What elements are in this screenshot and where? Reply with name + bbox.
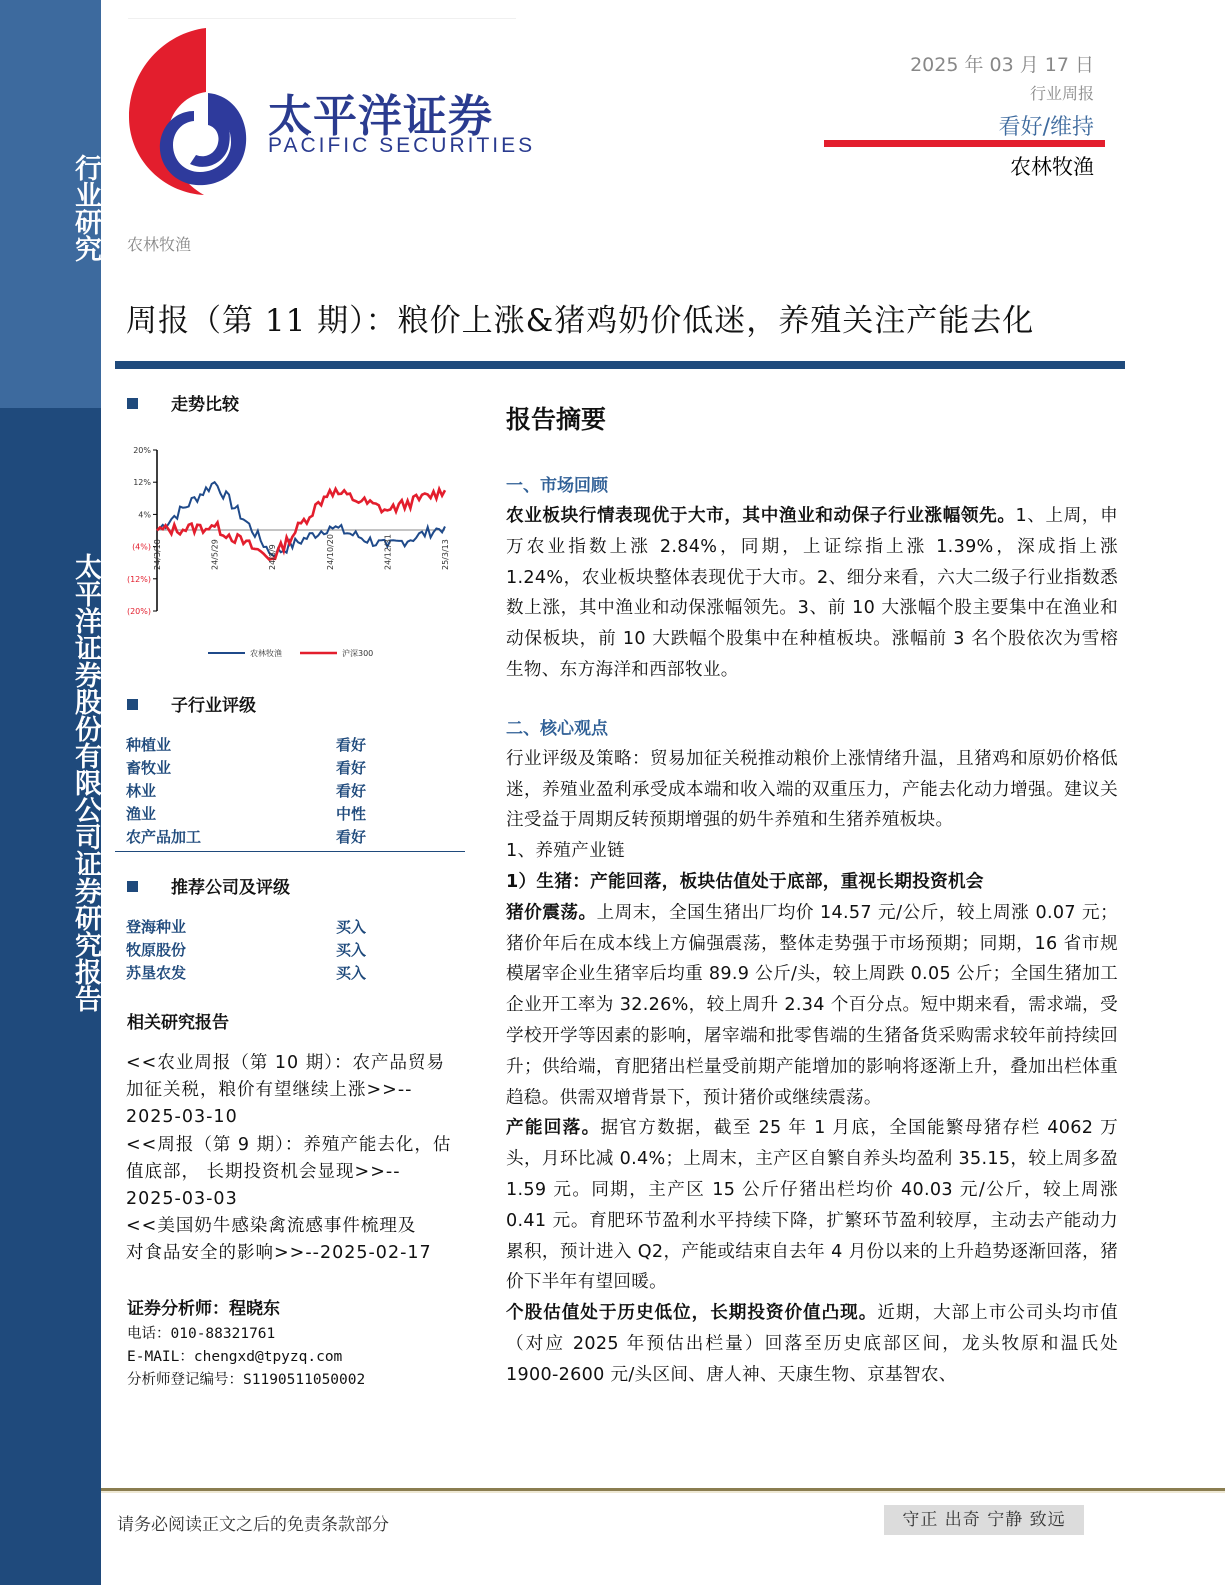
summary-heading: 报告摘要 xyxy=(506,405,607,434)
svg-text:(4%): (4%) xyxy=(132,542,151,552)
related-report-line[interactable]: <<美国奶牛感染禽流感事件梳理及 xyxy=(126,1216,417,1237)
rating-row: 林业 看好 xyxy=(126,782,367,800)
company-motto: 守正 出奇 宁静 致远 xyxy=(884,1505,1084,1535)
footer-divider-shadow xyxy=(101,1491,1225,1493)
header-red-bar xyxy=(824,140,1105,147)
valuation-paragraph: 个股估值处于历史低位，长期投资价值凸现。近期，大部上市公司头均市值（对应 2025 年预估出栏量）回落至历史底部区间，龙头牧原和温氏处 1900-2600 元/头区间、唐人神、天康生物、京基智农、 xyxy=(506,1303,1118,1385)
series-line-hs300 xyxy=(157,489,445,560)
bullet-square-icon xyxy=(127,398,138,409)
svg-text:4%: 4% xyxy=(138,510,151,520)
svg-text:25/3/13: 25/3/13 xyxy=(441,539,450,570)
related-report-line[interactable]: 2025-03-10 xyxy=(126,1107,238,1128)
related-reports-list xyxy=(126,1050,461,1268)
industry-name: 农林牧渔 xyxy=(1010,155,1094,179)
sub-industry-rating-list xyxy=(126,734,466,849)
capacity-paragraph: 产能回落。据官方数据，截至 25 年 1 月底，全国能繁母猪存栏 4062 万头，月环比减 0.4%；上周末，主产区自繁自养头均盈利 35.15，较上周多盈 1.59 元。同期，主产区 15 公斤仔猪出栏均价 40.03 元/公斤，较上周涨 0.41 元。育肥环节盈利水平持续下降，扩繁环节盈利较厚，主动去产能动力累积，预计进入 Q2，产能或结束自去年 4 月份以来的上升趋势逐渐回落，猪价下半年有望回暖。 xyxy=(506,1118,1118,1293)
pig-price-paragraph: 猪价震荡。上周末，全国生猪出厂均价 14.57 元/公斤，较上周涨 0.07 元；猪价年后在成本线上方偏强震荡，整体走势强于市场预期；同期，16 省市规模屠宰企业生猪宰后均重 89.9 公斤/头，较上周跌 0.05 公斤；全国生猪加工企业开工率为 32.26%，较上周升 2.34 个百分点。短中期来看，需求端，受学校开学等因素的影响，屠宰端和批零售端的生猪备货采购需求较年前持续回升；供给端，育肥猪出栏量受前期产能增加的影响将逐渐上升，叠加出栏体重趋稳。供需双增背景下，预计猪价或继续震荡。 xyxy=(506,902,1118,1108)
rating-row: 农产品加工 看好 xyxy=(126,828,367,846)
bullet-square-icon xyxy=(127,881,138,892)
related-report-line[interactable]: <<周报（第 9 期）：养殖产能去化，估 xyxy=(126,1134,452,1155)
svg-text:24/3/18: 24/3/18 xyxy=(153,539,162,570)
section-heading-core-views: 二、核心观点 xyxy=(506,718,608,739)
report-type: 行业周报 xyxy=(1029,84,1094,103)
brand-name-cn: 太平洋证券 xyxy=(268,91,493,142)
market-review-paragraph: 农业板块行情表现优于大市，其中渔业和动保子行业涨幅领先。1、上周，申万农业指数上涨 2.84%，同期，上证综指上涨 1.39%，深成指上涨 1.24%，农业板块整体表现优于大市。2、细分来看，六大二级子行业指数悉数上涨，其中渔业和动保涨幅领先。3、前 10 大涨幅个股主要集中在渔业和动保板块，前 10 大跌幅个股集中在种植板块。涨幅前 3 名个股依次为雪榕生物、东方海洋和西部牧业。 xyxy=(506,506,1118,680)
svg-text:20%: 20% xyxy=(133,446,151,455)
chain-heading: 1、养殖产业链 xyxy=(506,841,625,862)
related-report-line[interactable]: <<农业周报（第 10 期）：农产品贸易 xyxy=(126,1053,445,1073)
svg-text:24/12/31: 24/12/31 xyxy=(383,534,393,570)
related-report-line[interactable]: 2025-03-03 xyxy=(126,1189,238,1210)
analyst-email[interactable]: E-MAIL：chengxd@tpyzq.com xyxy=(127,1349,343,1365)
companies-heading: 推荐公司及评级 xyxy=(127,873,290,898)
rating-row: 渔业 中性 xyxy=(126,805,367,823)
related-report-line[interactable]: 值底部， 长期投资机会显现>>-- xyxy=(126,1161,401,1182)
related-reports-heading: 相关研究报告 xyxy=(127,1013,229,1033)
svg-text:24/10/20: 24/10/20 xyxy=(325,534,335,570)
section-heading-market-review: 一、市场回顾 xyxy=(506,476,608,496)
top-hairline xyxy=(128,18,516,19)
industry-rating: 看好/维持 xyxy=(998,115,1094,140)
series-line-agriculture xyxy=(157,482,445,557)
strategy-paragraph: 行业评级及策略：贸易加征关税推动粮价上涨情绪升温，且猪鸡和原奶价格低迷，养殖业盈利承受成本端和收入端的双重压力，产能去化动力增强。建议关注受益于周期反转预期增强的奶牛养殖和生猪养殖板块。 xyxy=(506,748,1118,831)
title-divider xyxy=(115,361,1125,369)
svg-text:沪深300: 沪深300 xyxy=(342,649,374,658)
svg-text:24/8/9: 24/8/9 xyxy=(268,544,278,570)
analyst-info xyxy=(127,1298,365,1392)
sub-industry-heading: 子行业评级 xyxy=(127,691,256,716)
related-report-line[interactable]: 对食品安全的影响>>--2025-02-17 xyxy=(126,1243,432,1264)
rating-row: 畜牧业 看好 xyxy=(126,759,367,777)
brand-name-en: PACIFIC SECURITIES xyxy=(268,134,536,157)
company-row: 苏垦农发 买入 xyxy=(126,964,367,982)
related-report-line[interactable]: 加征关税，粮价有望继续上涨>>-- xyxy=(126,1080,413,1101)
svg-text:农林牧渔: 农林牧渔 xyxy=(250,649,282,658)
pig-heading: 1）生猪：产能回落，板块估值处于底部，重视长期投资机会 xyxy=(506,871,984,892)
svg-text:(20%): (20%) xyxy=(126,607,151,616)
pacific-securities-logo-icon xyxy=(124,25,259,200)
sidebar-category-label: 行业研究 xyxy=(70,154,101,262)
company-row: 牧原股份 买入 xyxy=(126,941,367,959)
analyst-phone: 电话：010-88321761 xyxy=(127,1326,276,1342)
trend-comparison-chart xyxy=(120,435,465,670)
svg-text:(12%): (12%) xyxy=(126,574,151,584)
bullet-square-icon xyxy=(127,699,138,710)
rating-row: 种植业 看好 xyxy=(126,736,367,754)
x-axis-ticks xyxy=(153,534,450,570)
report-date: 2025 年 03 月 17 日 xyxy=(910,54,1094,76)
svg-text:24/5/29: 24/5/29 xyxy=(210,539,220,570)
analyst-name: 证券分析师：程晓东 xyxy=(127,1299,280,1319)
section-divider xyxy=(115,851,465,852)
report-summary xyxy=(506,400,1118,1391)
svg-text:12%: 12% xyxy=(133,478,151,488)
chart-legend xyxy=(208,648,373,658)
page-title: 周报（第 11 期）：粮价上涨&猪鸡奶价低迷，养殖关注产能去化 xyxy=(126,303,1035,339)
sidebar-company-label: 太平洋证券股份有限公司证券研究报告 xyxy=(70,552,101,1012)
breadcrumb: 农林牧渔 xyxy=(127,235,192,254)
company-row: 登海种业 买入 xyxy=(126,918,367,936)
trend-heading: 走势比较 xyxy=(127,390,239,415)
analyst-registration: 分析师登记编号：S1190511050002 xyxy=(127,1372,366,1388)
disclaimer-note: 请务必阅读正文之后的免责条款部分 xyxy=(117,1515,389,1535)
company-rating-list xyxy=(126,916,466,985)
y-axis-ticks xyxy=(127,446,157,616)
